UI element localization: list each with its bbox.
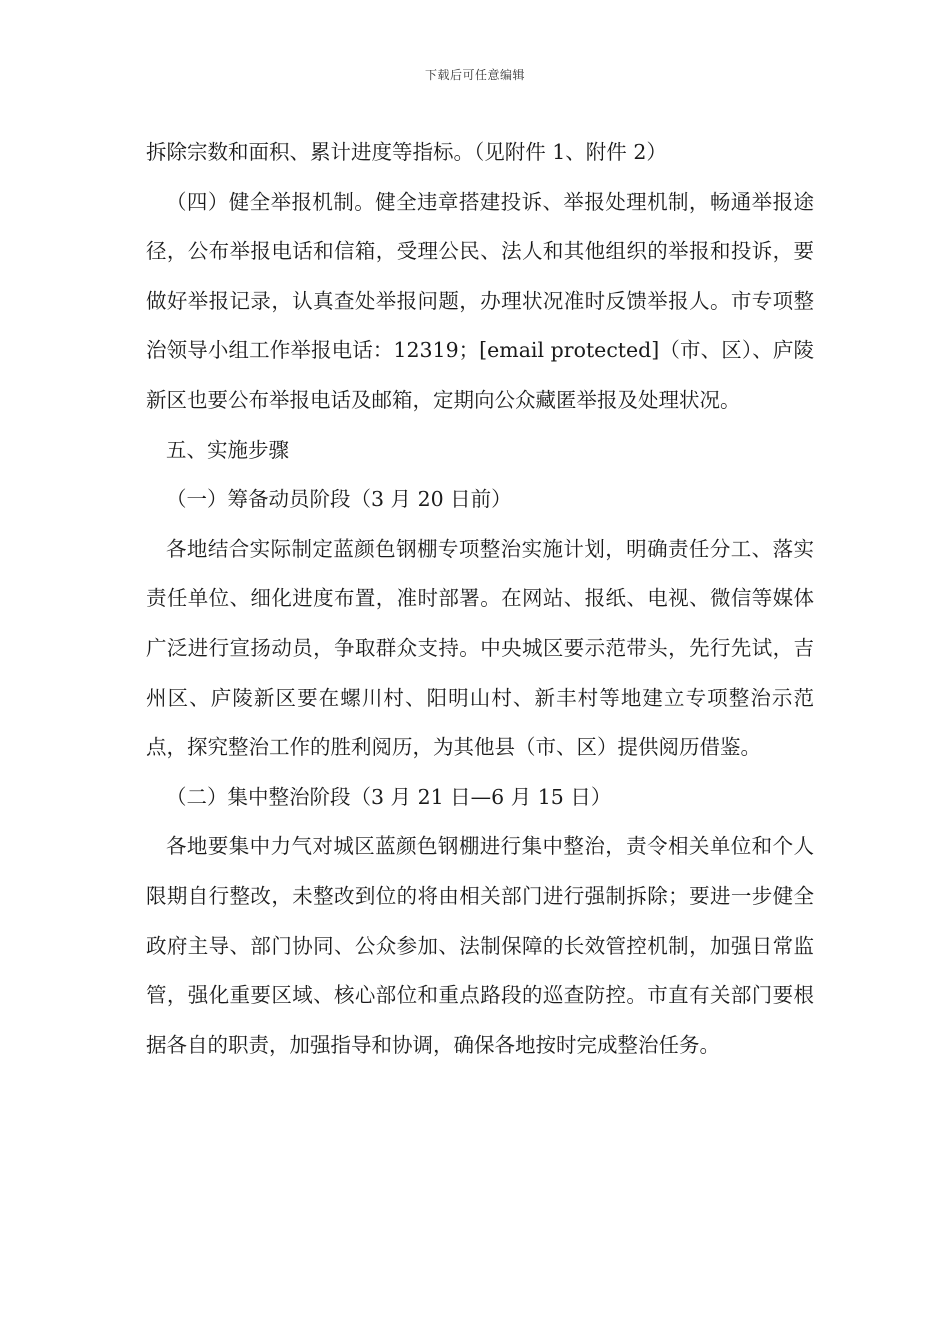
page-header: 下载后可任意编辑	[424, 68, 525, 82]
section-heading-steps: 五、实施步骤	[166, 437, 289, 462]
subheading-concentrated-stage: （二）集中整治阶段（3 月 21 日—6 月 15 日）	[166, 784, 612, 809]
paragraph-report-mechanism: （四）健全举报机制。健全违章搭建投诉、举报处理机制，畅通举报途径，公布举报电话和信箱，受理公民、法人和其他组织的举报和投诉，要做好举报记录，认真查处举报问题，办理状况准时反馈举报人。市专项整治领导小组工作举报电话：12319；[email protected]（市、区）、庐陵新区也要公布举报电话及邮箱，定期向公众藏匿举报及处理状况。	[146, 189, 814, 412]
paragraph-concentrated: 各地要集中力气对城区蓝颜色钢棚进行集中整治，责令相关单位和个人限期自行整改，未整改到位的将由相关部门进行强制拆除；要进一步健全政府主导、部门协同、公众参加、法制保障的长效管控机制，加强日常监管，强化重要区域、核心部位和重点路段的巡查防控。市直有关部门要根据各自的职责，加强指导和协调，确保各地按时完成整治任务。	[146, 834, 814, 1057]
paragraph-continuation: 拆除宗数和面积、累计进度等指标。（见附件 1、附件 2）	[146, 140, 667, 164]
document-body	[146, 128, 814, 1070]
subheading-preparation-stage: （一）筹备动员阶段（3 月 20 日前）	[166, 487, 512, 512]
paragraph-preparation: 各地结合实际制定蓝颜色钢棚专项整治实施计划，明确责任分工、落实责任单位、细化进度布置，准时部署。在网站、报纸、电视、微信等媒体广泛进行宣扬动员，争取群众支持。中央城区要示范带头，先行先试，吉州区、庐陵新区要在螺川村、阳明山村、新丰村等地建立专项整治示范点，探究整治工作的胜利阅历，为其他县（市、区）提供阅历借鉴。	[146, 536, 814, 760]
